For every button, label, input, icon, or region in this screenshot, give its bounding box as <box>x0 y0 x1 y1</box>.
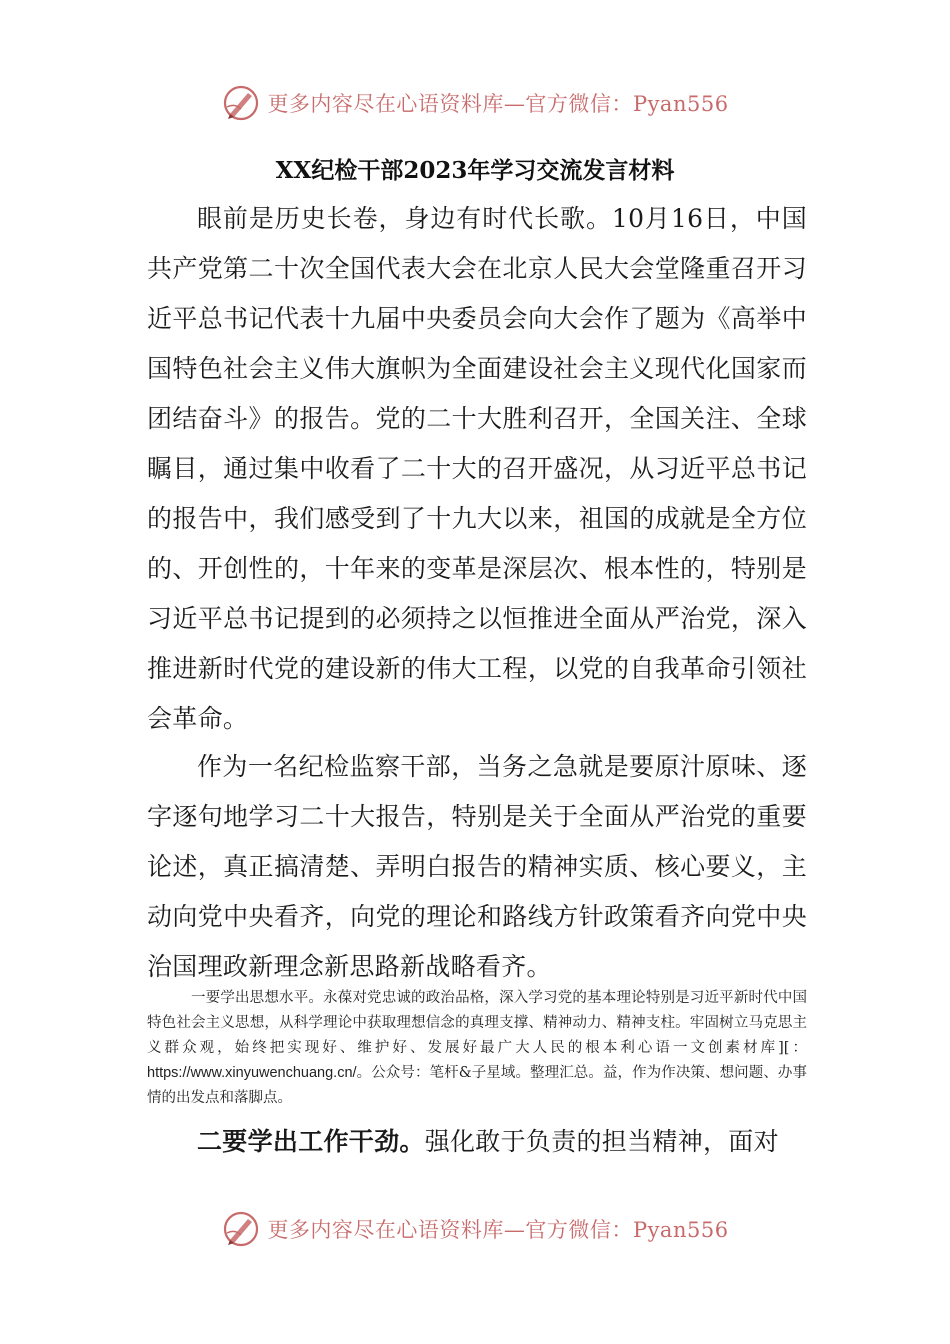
watermark-brand: Pyan556 <box>632 92 729 116</box>
small-print-paragraph: 一要学出思想水平。永葆对党忠诚的政治品格，深入学习党的基本理论特别是习近平新时代中国特色社会主义思想，从科学理论中获取理想信念的真理支撑、精神动力、精神支柱。牢固树立马克思主义群众观，始终把实现好、维护好、发展好最广大人民的根本利心语一文创素材库][：https://www.xinyuwenchuang.cn/。公众号：笔杆&子星域。整理汇总。益，作为作决策、想问题、办事情的出发点和落脚点。 <box>147 990 807 1106</box>
pen-logo-icon <box>221 1209 261 1249</box>
watermark-text: 更多内容尽在心语资料库—官方微信：Pyan556 <box>267 1218 729 1242</box>
section-lead: 二要学出工作干劲。 <box>197 1127 425 1156</box>
body-paragraph-3: 二要学出工作干劲。强化敢于负责的担当精神，面对 <box>197 1127 779 1156</box>
document-title: XX纪检干部2023年学习交流发言材料 <box>275 157 675 184</box>
footer-watermark-banner <box>0 1206 950 1252</box>
header-watermark-banner <box>0 80 950 126</box>
pen-logo-icon <box>221 83 261 123</box>
watermark-text: 更多内容尽在心语资料库—官方微信：Pyan556 <box>267 92 729 116</box>
body-paragraph-1: 眼前是历史长卷，身边有时代长歌。10月16日，中国共产党第二十次全国代表大会在北京人民大会堂隆重召开习近平总书记代表十九届中央委员会向大会作了题为《高举中国特色社会主义伟大旗帜为全面建设社会主义现代化国家而团结奋斗》的报告。党的二十大胜利召开，全国关注、全球瞩目，通过集中收看了二十大的召开盛况，从习近平总书记的报告中，我们感受到了十九大以来，祖国的成就是全方位的、开创性的，十年来的变革是深层次、根本性的，特别是习近平总书记提到的必须持之以恒推进全面从严治党，深入推进新时代党的建设新的伟大工程，以党的自我革命引领社会革命。 <box>147 204 807 733</box>
watermark-brand: Pyan556 <box>632 1218 729 1242</box>
body-paragraph-2: 作为一名纪检监察干部，当务之急就是要原汁原味、逐字逐句地学习二十大报告，特别是关于全面从严治党的重要论述，真正搞清楚、弄明白报告的精神实质、核心要义，主动向党中央看齐，向党的理论和路线方针政策看齐向党中央治国理政新理念新思路新战略看齐。 <box>147 752 807 981</box>
inline-url: https://www.xinyuwenchuang.cn/ <box>147 1065 357 1081</box>
